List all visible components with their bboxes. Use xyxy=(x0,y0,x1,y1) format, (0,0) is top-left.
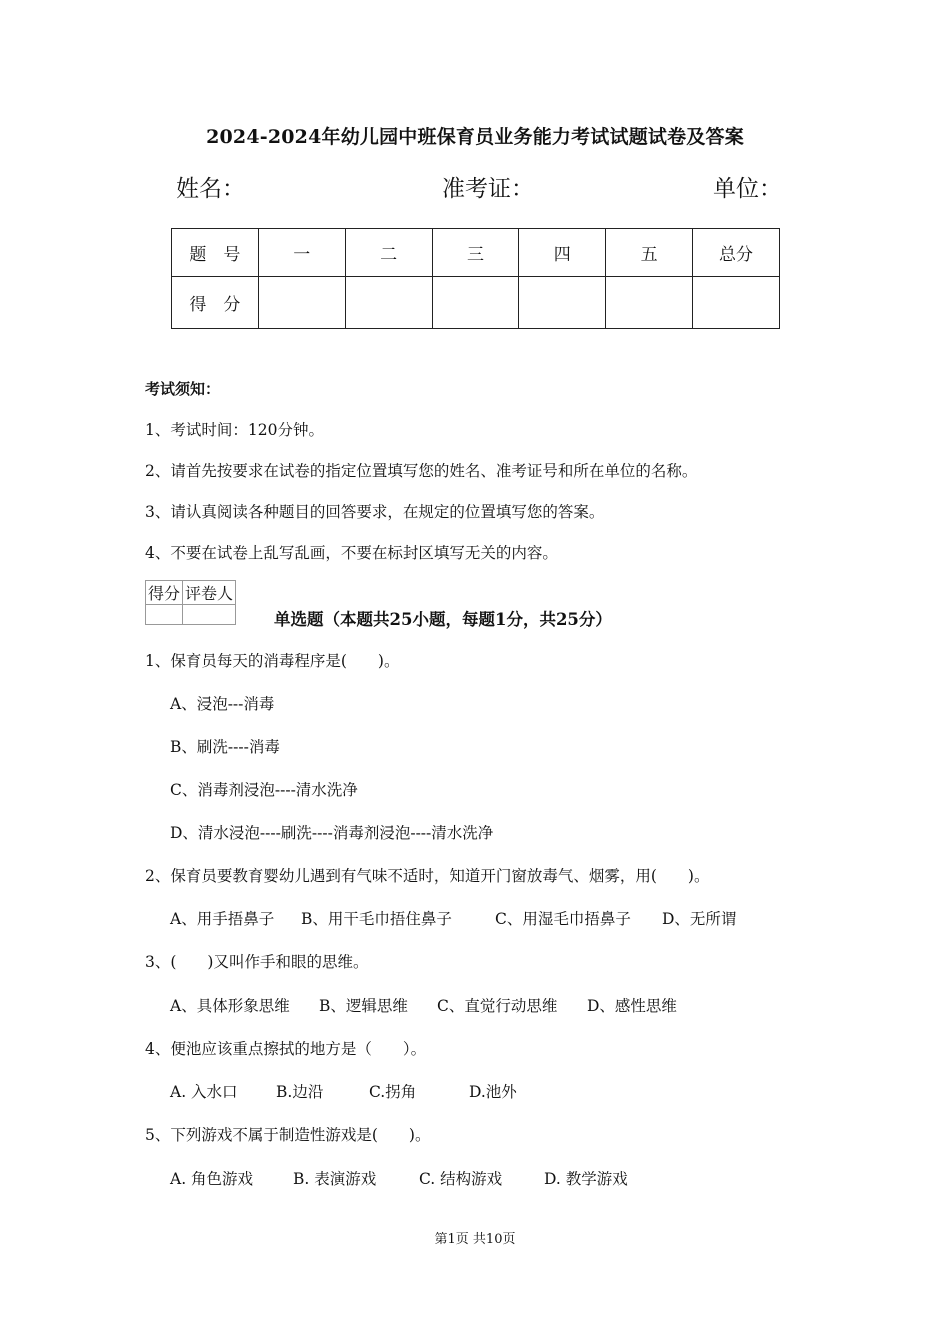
score-row-label: 得 分 xyxy=(172,277,259,329)
answer-option: C. 结构游戏 xyxy=(419,1170,503,1188)
question-stem: 5、下列游戏不属于制造性游戏是( )。 xyxy=(145,1126,431,1144)
score-cell[interactable] xyxy=(693,277,780,329)
grader-name-label: 评卷人 xyxy=(183,581,236,605)
score-cell[interactable] xyxy=(345,277,432,329)
notice-item: 2、请首先按要求在试卷的指定位置填写您的姓名、准考证号和所在单位的名称。 xyxy=(145,462,698,480)
grader-name-cell[interactable] xyxy=(183,605,236,625)
answer-option: D.池外 xyxy=(469,1083,517,1101)
notice-item: 4、不要在试卷上乱写乱画，不要在标封区填写无关的内容。 xyxy=(145,544,558,562)
score-cell[interactable] xyxy=(432,277,519,329)
answer-option: D、无所谓 xyxy=(662,910,737,928)
header-cell: 三 xyxy=(432,229,519,277)
notice-item: 3、请认真阅读各种题目的回答要求，在规定的位置填写您的答案。 xyxy=(145,503,605,521)
notice-item: 1、考试时间：120分钟。 xyxy=(145,421,324,439)
exam-number-label: 准考证： xyxy=(442,176,534,202)
score-cell[interactable] xyxy=(519,277,606,329)
question-stem: 1、保育员每天的消毒程序是( )。 xyxy=(145,652,400,670)
options-row xyxy=(170,994,870,1016)
grader-score-label: 得分 xyxy=(146,581,183,605)
answer-option: A、浸泡---消毒 xyxy=(170,695,275,713)
answer-option: B、用干毛巾捂住鼻子 xyxy=(301,910,452,928)
answer-option: C、用湿毛巾捂鼻子 xyxy=(495,910,631,928)
score-table-score-row xyxy=(172,277,780,329)
candidate-info-line xyxy=(176,170,782,204)
answer-option: C、直觉行动思维 xyxy=(437,997,558,1015)
page-footer: 第1页 共10页 xyxy=(434,1232,516,1247)
answer-option: D、清水浸泡----刷洗----消毒剂浸泡----清水洗净 xyxy=(170,824,494,842)
options-row xyxy=(170,1167,870,1189)
answer-option: A. 角色游戏 xyxy=(170,1170,254,1188)
notice-heading: 考试须知： xyxy=(145,380,221,398)
score-cell[interactable] xyxy=(606,277,693,329)
options-row xyxy=(170,1080,870,1102)
header-cell: 一 xyxy=(258,229,345,277)
options-row xyxy=(170,907,870,929)
section-title: 单选题（本题共25小题，每题1分，共25分） xyxy=(274,610,612,629)
name-label: 姓名： xyxy=(176,176,245,202)
answer-option: A、用手捂鼻子 xyxy=(170,910,275,928)
grader-table xyxy=(145,580,236,625)
answer-option: A. 入水口 xyxy=(170,1083,238,1101)
header-cell: 总分 xyxy=(693,229,780,277)
grader-score-cell[interactable] xyxy=(146,605,183,625)
header-cell: 二 xyxy=(345,229,432,277)
header-cell: 题 号 xyxy=(172,229,259,277)
answer-option: C.拐角 xyxy=(369,1083,417,1101)
score-table xyxy=(171,228,780,329)
score-cell[interactable] xyxy=(258,277,345,329)
answer-option: D、感性思维 xyxy=(587,997,677,1015)
answer-option: D. 教学游戏 xyxy=(544,1170,628,1188)
question-stem: 3、( )又叫作手和眼的思维。 xyxy=(145,953,369,971)
header-cell: 四 xyxy=(519,229,606,277)
page-title: 2024-2024年幼儿园中班保育员业务能力考试试题试卷及答案 xyxy=(206,126,744,148)
unit-label: 单位： xyxy=(713,176,782,202)
answer-option: B、逻辑思维 xyxy=(319,997,408,1015)
answer-option: A、具体形象思维 xyxy=(170,997,290,1015)
answer-option: B. 表演游戏 xyxy=(293,1170,377,1188)
answer-option: B.边沿 xyxy=(276,1083,324,1101)
header-cell: 五 xyxy=(606,229,693,277)
answer-option: B、刷洗----消毒 xyxy=(170,738,280,756)
answer-option: C、消毒剂浸泡----清水洗净 xyxy=(170,781,358,799)
score-table-header-row xyxy=(172,229,780,277)
question-stem: 4、便池应该重点擦拭的地方是（ ）。 xyxy=(145,1040,427,1058)
question-stem: 2、保育员要教育婴幼儿遇到有气味不适时，知道开门窗放毒气、烟雾，用( )。 xyxy=(145,867,710,885)
